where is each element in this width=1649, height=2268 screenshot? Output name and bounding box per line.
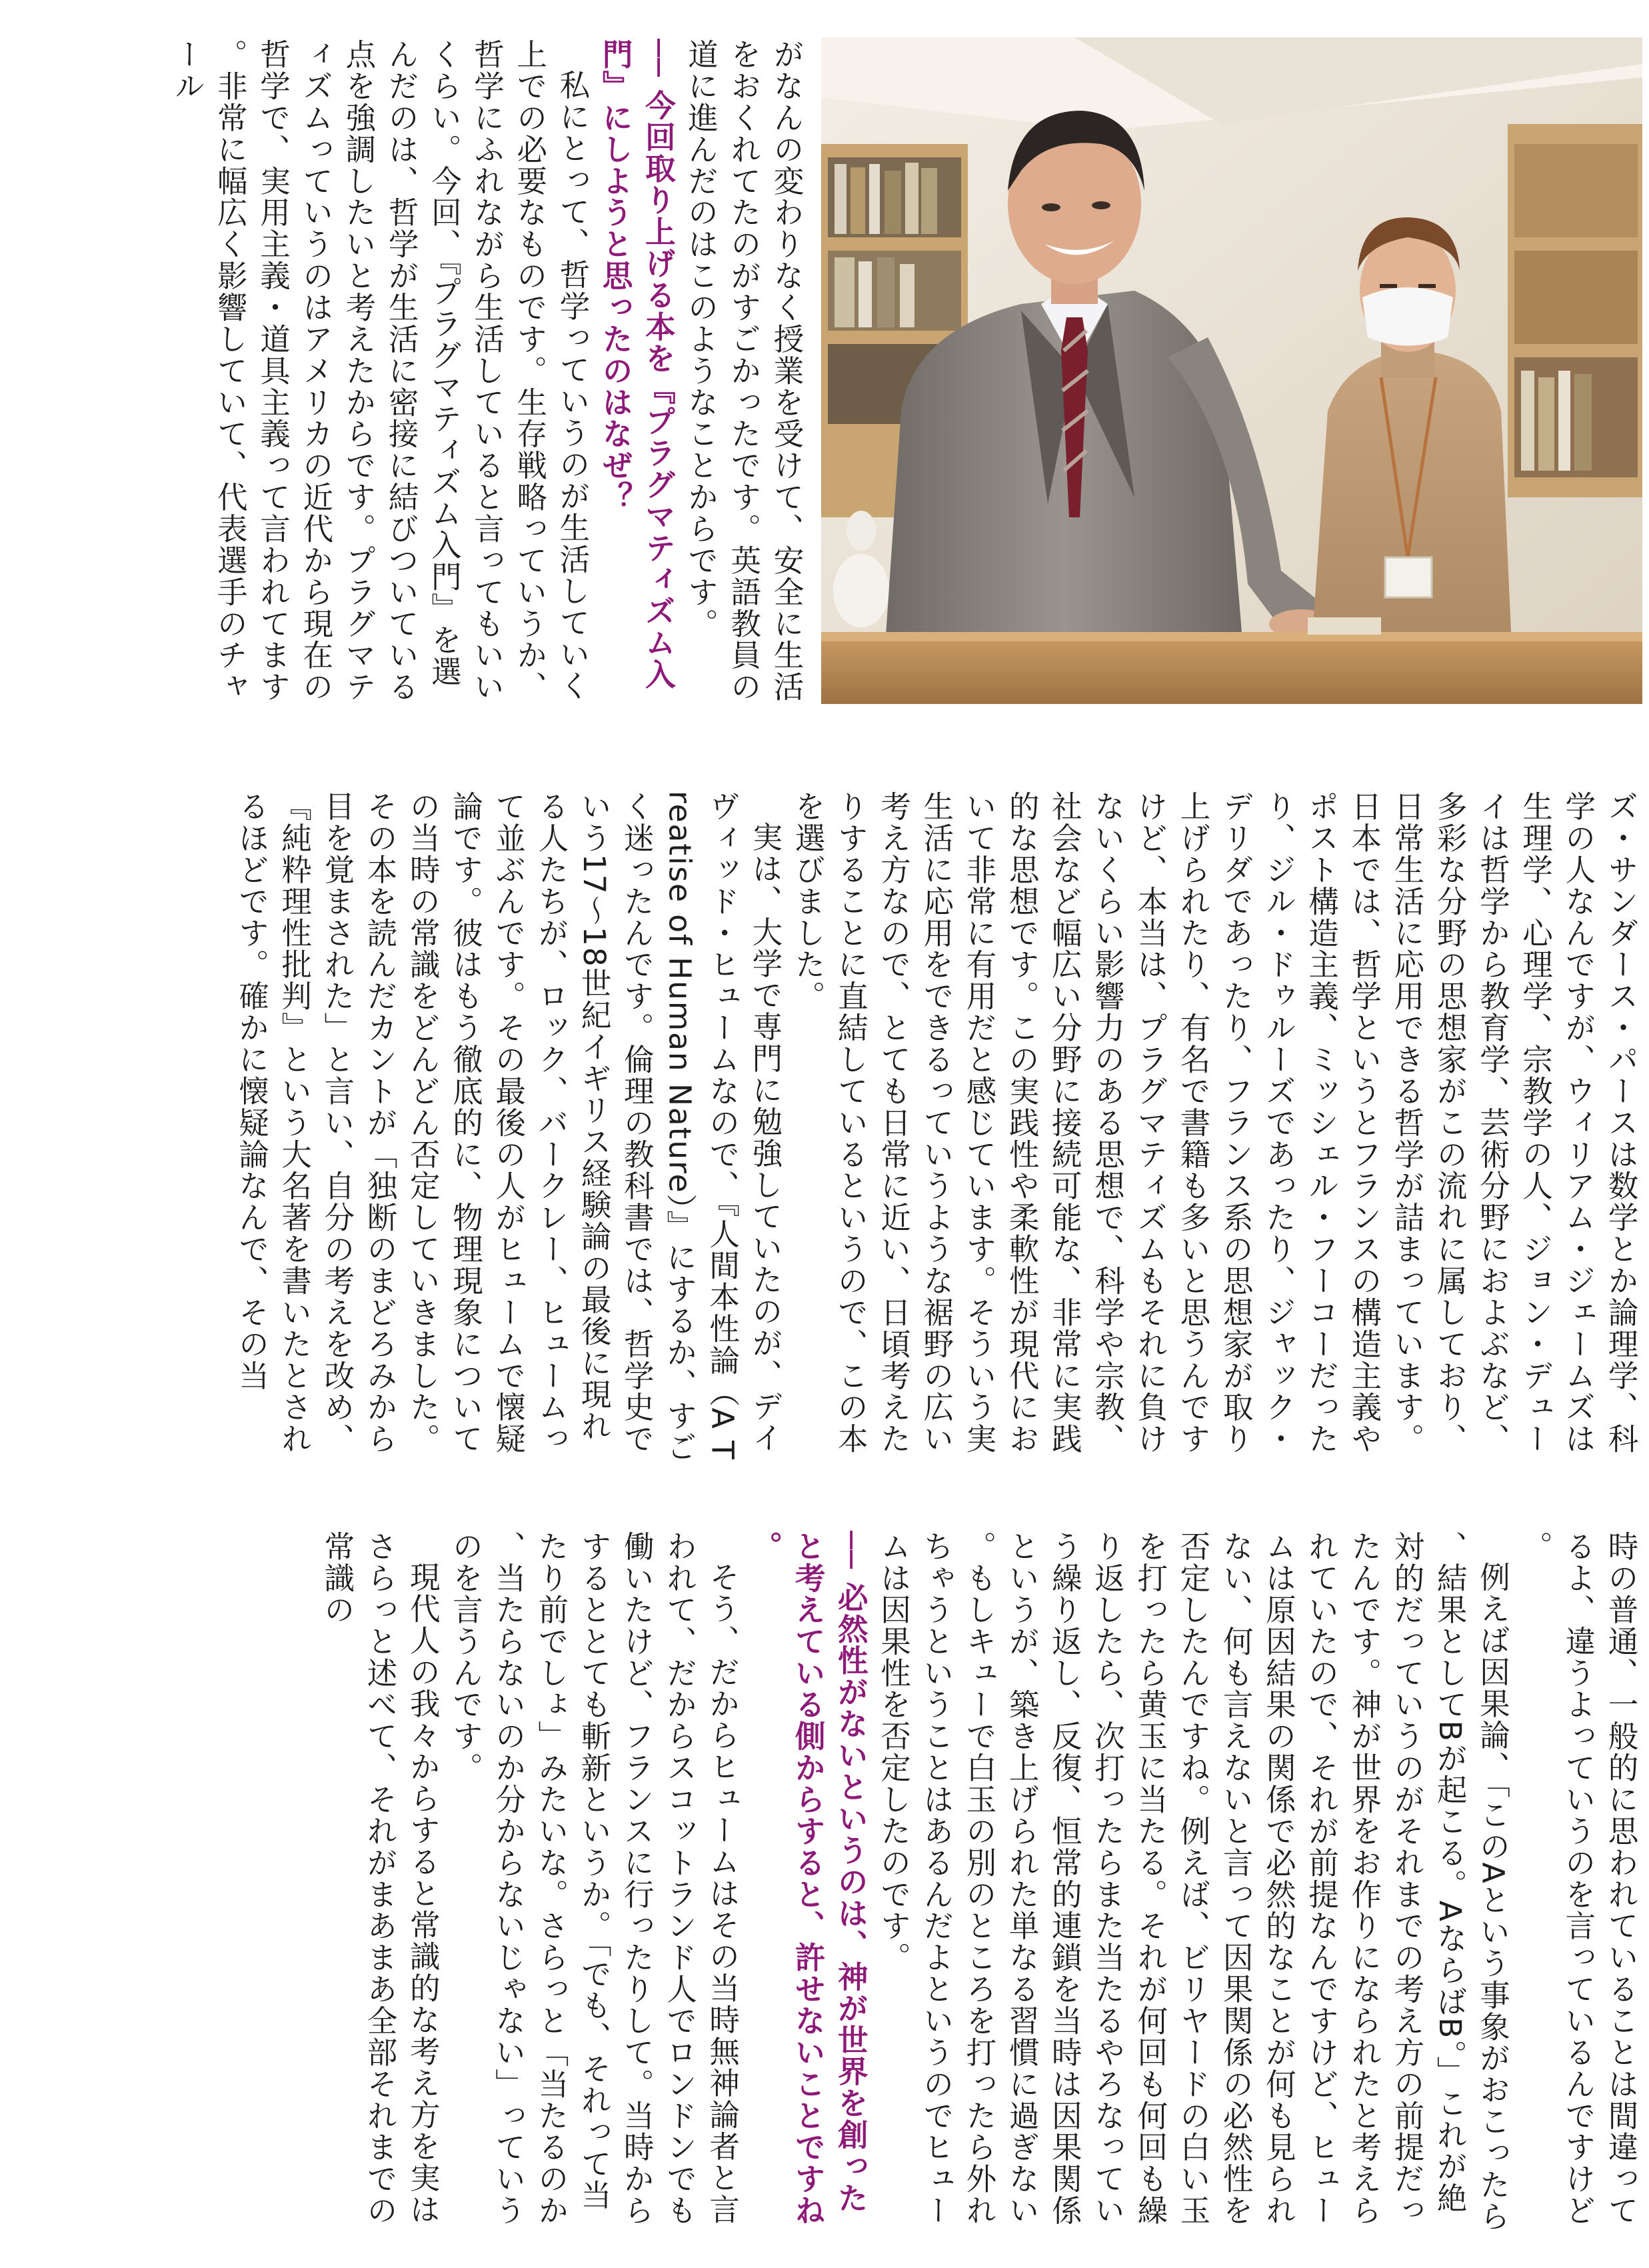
paragraph: ズ・サンダース・パースは数学とか論理学、科学の人なんですが、ウィリアム・ジェームズは生理学、心理学、宗教学の人、ジョン・デューイは哲学から教育学、芸術分野におよぶなど、多彩な分野の思想家がこの流れに属しており、日常生活に応用できる哲学が詰まっています。日本では、哲学というとフランスの構造主義やポスト構造主義、ミッシェル・フーコーだったり、ジル・ドゥルーズであったり、ジャック・デリダであったり、フランス系の思想家が取り上げられたり、有名で書籍も多いと思うんですけど、本当は、プラグマティズムもそれに負けないくらい影響力のある思想で、科学や宗教、社会など幅広い分野に接続可能な、非常に実践的な思想です。この実践性や柔軟性が現代において非常に有用だと感じています。そういう実生活に応用をできるっていうような裾野の広い考え方なので、とても日常に近い、日頃考えたりすることに直結しているというので、この本を選びました。 — [791, 791, 1639, 1455]
paragraph: 時の普通、一般的に思われていることは間違ってるよ、違うよっていうのを言っているんですけど。 — [1518, 1531, 1639, 2227]
paragraph: 現代人の我々からすると常識的な考え方を実はさらっと述べて、それがまあまあ全部それまでの常識の — [319, 1531, 441, 2227]
interview-question: ── 今回取り上げる本を『プラグマティズム入門』にしようと思ったのはなぜ？ — [598, 39, 677, 691]
paragraph: 私にとって、哲学っていうのが生活していく上での必要なものです。生存戦略っていうか、哲学にふれながら生活していると言ってもいいくらい。今回、『プラグマティズム入門』を選んだのは、哲学が生活に密接に結びついている点を強調したいと考えたからです。プラグマティズムっていうのはアメリカの近代から現在の哲学で、実用主義・道具主義って言われてます。非常に幅広く影響していて、代表選手のチャール — [170, 39, 591, 703]
paragraph: そう、だからヒュームはその当時無神論者と言われて、だからスコットランド人でロンドンでも働いたけど、フランスに行ったりして。当時からするととても斬新というか。「でも、それって当たり前でしょ」みたいな。さらっと「当たるのか、当たらないのか分からないじゃない」っていうのを言うんです。 — [448, 1531, 741, 2227]
paragraph: 実は、大学で専門に勉強していたのが、デイヴィッド・ヒュームなので、『人間本性論（A Treatise of Human Nature）』にするか、すごく迷ったんです。倫理の教科書では、哲学史でいう17～18世紀イギリス経験論の最後に現れる人たちが、ロック、バークレー、ヒュームって並ぶんです。その最後の人がヒュームで懐疑論です。彼はもう徹底的に、物理現象についての当時の常識をどんどん否定していきました。その本を読んだカントが「独断のまどろみから目を覚まされた」と言い、自分の考えを改め、『純粋理性批判』という大名著を書いたとされるほどです。確かに懐疑論なんで、その当 — [234, 791, 783, 1463]
interview-photo — [821, 37, 1642, 704]
article-column-block-2 — [0, 791, 1642, 1464]
paragraph: がなんの変わりなく授業を受けて、安全に生活をおくれてたのがすごかったです。英語教員の道に進んだのはこのようなことからです。 — [683, 39, 805, 703]
article-column-block-3 — [0, 1531, 1642, 2237]
article-column-block-1 — [0, 39, 808, 705]
interview-question: ── 必然性がないというのは、神が世界を創ったと考えている側からすると、許せないことですね。 — [747, 1531, 869, 2227]
paragraph: 例えば因果論、「このAという事象がおこったら、結果としてBが起こる。AならばB。」これが絶対的だっていうのがそれまでの考え方の前提だったんです。神が世界をお作りになられたと考えられていたので、それが前提なんですけど、ヒュームは原因結果の関係で必然的なことが何も見られない、何も言えないと言って因果関係の必然性を否定したんですね。例えば、ビリヤードの白い玉を打ったら黄玉に当たる。それが何回も何回も繰り返したら、次打ったらまた当たるやろなっていう繰り返し、反復、恒常的連鎖を当時は因果関係というが、築き上げられた単なる習慣に過ぎない。もしキューで白玉の別のところを打ったら外れちゃうということはあるんだよというのでヒュームは因果性を否定したのです。 — [876, 1531, 1511, 2232]
